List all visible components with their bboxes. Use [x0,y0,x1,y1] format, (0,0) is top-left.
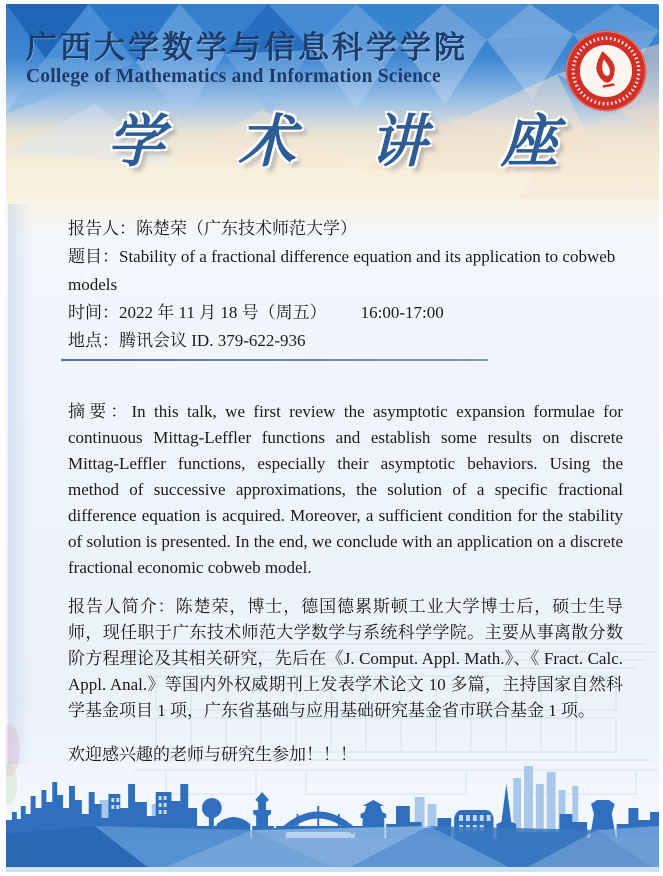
topic-value: Stability of a fractional difference equation and its application to cobweb models [68,247,616,294]
venue-value: 腾讯会议 ID. 379-622-936 [119,331,306,350]
header-banner [6,4,659,199]
invitation-line: 欢迎感兴趣的老师与研究生参加！！！ [68,745,357,764]
college-name-chinese: 广西大学数学与信息科学学院 [26,30,468,65]
bio-text: 陈楚荣，博士，德国德累斯顿工业大学博士后，硕士生导师，现任职于广东技术师范大学数学与系统科学学院。主要从事离散分数阶方程理论及其相关研究，先后在《J. Comput. Appl. Math.》、《 Fract. Calc. Appl. Anal.》等国内外权威期刊上发表学术论文 10 多篇，主持国家自然科学基金项目 1 项，广东省基础与应用基础研究基金省市联合基金 1 项。 [68,597,624,720]
speaker-label: 报告人： [68,219,136,238]
time-label: 时间： [68,303,119,322]
college-title-block [26,32,468,87]
abstract-paragraph [68,399,623,581]
bio-label: 报告人简介： [68,597,176,616]
venue-label: 地点： [68,331,119,350]
bio-paragraph [68,594,623,724]
venue-line [68,327,623,355]
speaker-value: 陈楚荣（广东技术师范大学） [136,219,357,238]
time-line [68,299,623,327]
lecture-details [68,215,623,355]
banner-title: 学 术 讲 座 [107,111,588,174]
abstract-label: 摘要： [68,402,132,421]
time-date: 2022 年 11 月 18 号（周五） [119,303,327,322]
speaker-line [68,215,623,243]
poster-body [6,199,659,768]
topic-label: 题目： [68,247,119,266]
abstract-text: In this talk, we first review the asymptotic expansion formulae for continuous Mittag-Leffler functions and establish some results on discrete Mittag-Leffler functions, especially their asymptotic behaviors. Using the method of successive approximations, the solution of a specific fractional difference equation is acquired. Moreover, a sufficient condition for the stability of solution is presented. In the end, we conclude with an application on a discrete fractional economic cobweb model. [68,402,623,577]
topic-line [68,243,623,299]
college-name-english: College of Mathematics and Information Science [26,65,441,87]
time-range: 16:00-17:00 [360,303,444,322]
section-divider [61,359,488,361]
